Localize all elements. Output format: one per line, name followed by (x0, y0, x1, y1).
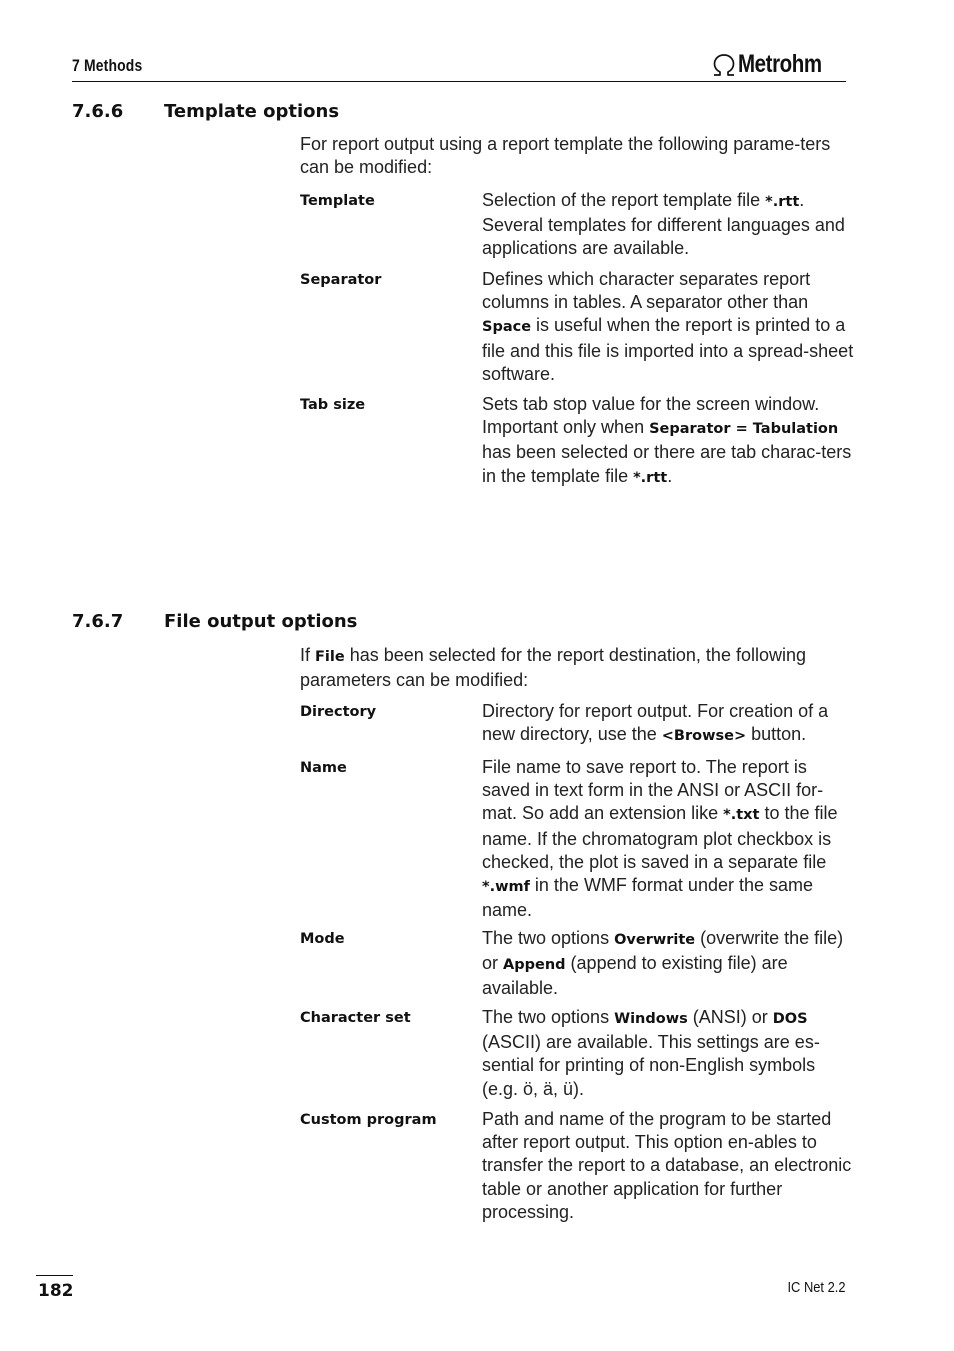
text-run: in the WMF format under the same name. (482, 875, 814, 921)
param-label: Name (300, 760, 347, 776)
text-run: The two options (482, 1007, 615, 1027)
keyword: Windows (614, 1011, 688, 1027)
keyword: DOS (772, 1011, 808, 1027)
param-label: Separator (300, 272, 382, 288)
chapter-header: 7 Methods (72, 56, 143, 75)
keyword: Append (503, 957, 566, 974)
text-run: Path and name of the program to be started after report output. This option en-ables to transfer the report to a database, an electronic table or another application for further processing. (482, 1109, 852, 1222)
text-run: (ANSI) or (687, 1007, 773, 1027)
text-run: to the file name. If the chromatogram plot checkbox is checked, the plot is saved in a separate file (482, 803, 838, 872)
param-label: Template (300, 193, 375, 209)
keyword: *.wmf (482, 879, 530, 896)
text-run: (overwrite the file) or (482, 928, 844, 974)
text-run: . Several templates for different languages and applications are available. (482, 190, 845, 259)
logo-wordmark: Metrohm (738, 50, 822, 78)
text-run: File name to save report to. The report is saved in text form in the ANSI or ASCII for-mat. So add an extension like (482, 757, 824, 824)
header-rule (72, 81, 846, 82)
param-label: Character set (300, 1010, 411, 1026)
param-desc (482, 756, 854, 922)
text-run: The two options (482, 928, 615, 948)
text-run: . (667, 465, 673, 486)
section-number: 7.6.7 (72, 611, 124, 632)
keyword: *.rtt (633, 469, 668, 486)
metrohm-logo (711, 50, 846, 79)
keyword: File (315, 649, 345, 665)
text-run: Sets tab stop value for the screen window. Important only when (482, 394, 820, 438)
text-run: has been selected for the report destination, the following parameters can be modified: (300, 645, 806, 691)
param-desc (482, 1108, 854, 1224)
section-title: File output options (164, 611, 358, 632)
section-number: 7.6.6 (72, 101, 124, 122)
text-run: If (300, 645, 316, 665)
param-desc (482, 393, 854, 490)
text-run: Directory for report output. For creation of a new directory, use the (482, 701, 829, 745)
section-intro-766: For report output using a report template the following parame-ters can be modified: (300, 134, 831, 178)
text-run: Selection of the report template file (482, 190, 766, 210)
section-heading-766 (72, 101, 339, 122)
text-run: (append to existing file) are available. (482, 953, 788, 999)
section-heading-767 (72, 611, 357, 632)
text-run: (ASCII) are available. This settings are es-sential for printing of non-English symbols (e.g. ö, ä, ü). (482, 1032, 820, 1099)
text-run: button. (746, 724, 807, 745)
param-desc (482, 1006, 854, 1101)
omega-logo-icon (711, 52, 737, 78)
text-run: has been selected or there are tab charac-ters in the template file (482, 442, 852, 486)
keyword: Separator = Tabulation (649, 421, 839, 438)
section-intro-767 (300, 644, 845, 693)
param-desc (482, 700, 854, 748)
keyword: *.txt (723, 807, 760, 824)
param-desc (482, 189, 854, 261)
param-label: Custom program (300, 1112, 437, 1128)
param-label: Mode (300, 931, 345, 947)
param-label: Directory (300, 704, 377, 720)
param-desc (482, 268, 854, 386)
section-title: Template options (164, 101, 340, 122)
param-label: Tab size (300, 397, 366, 413)
footer-product: IC Net 2.2 (787, 1279, 846, 1296)
footer-rule (36, 1275, 73, 1276)
text-run: Defines which character separates report columns in tables. A separator other than (482, 269, 811, 313)
param-desc (482, 927, 854, 1001)
page-number: 182 (38, 1281, 74, 1301)
text-run: is useful when the report is printed to a file and this file is imported into a spread-sheet software. (482, 315, 854, 384)
keyword: <Browse> (661, 728, 747, 745)
keyword: Overwrite (614, 932, 696, 948)
keyword: Space (482, 319, 532, 336)
keyword: *.rtt (765, 194, 800, 210)
